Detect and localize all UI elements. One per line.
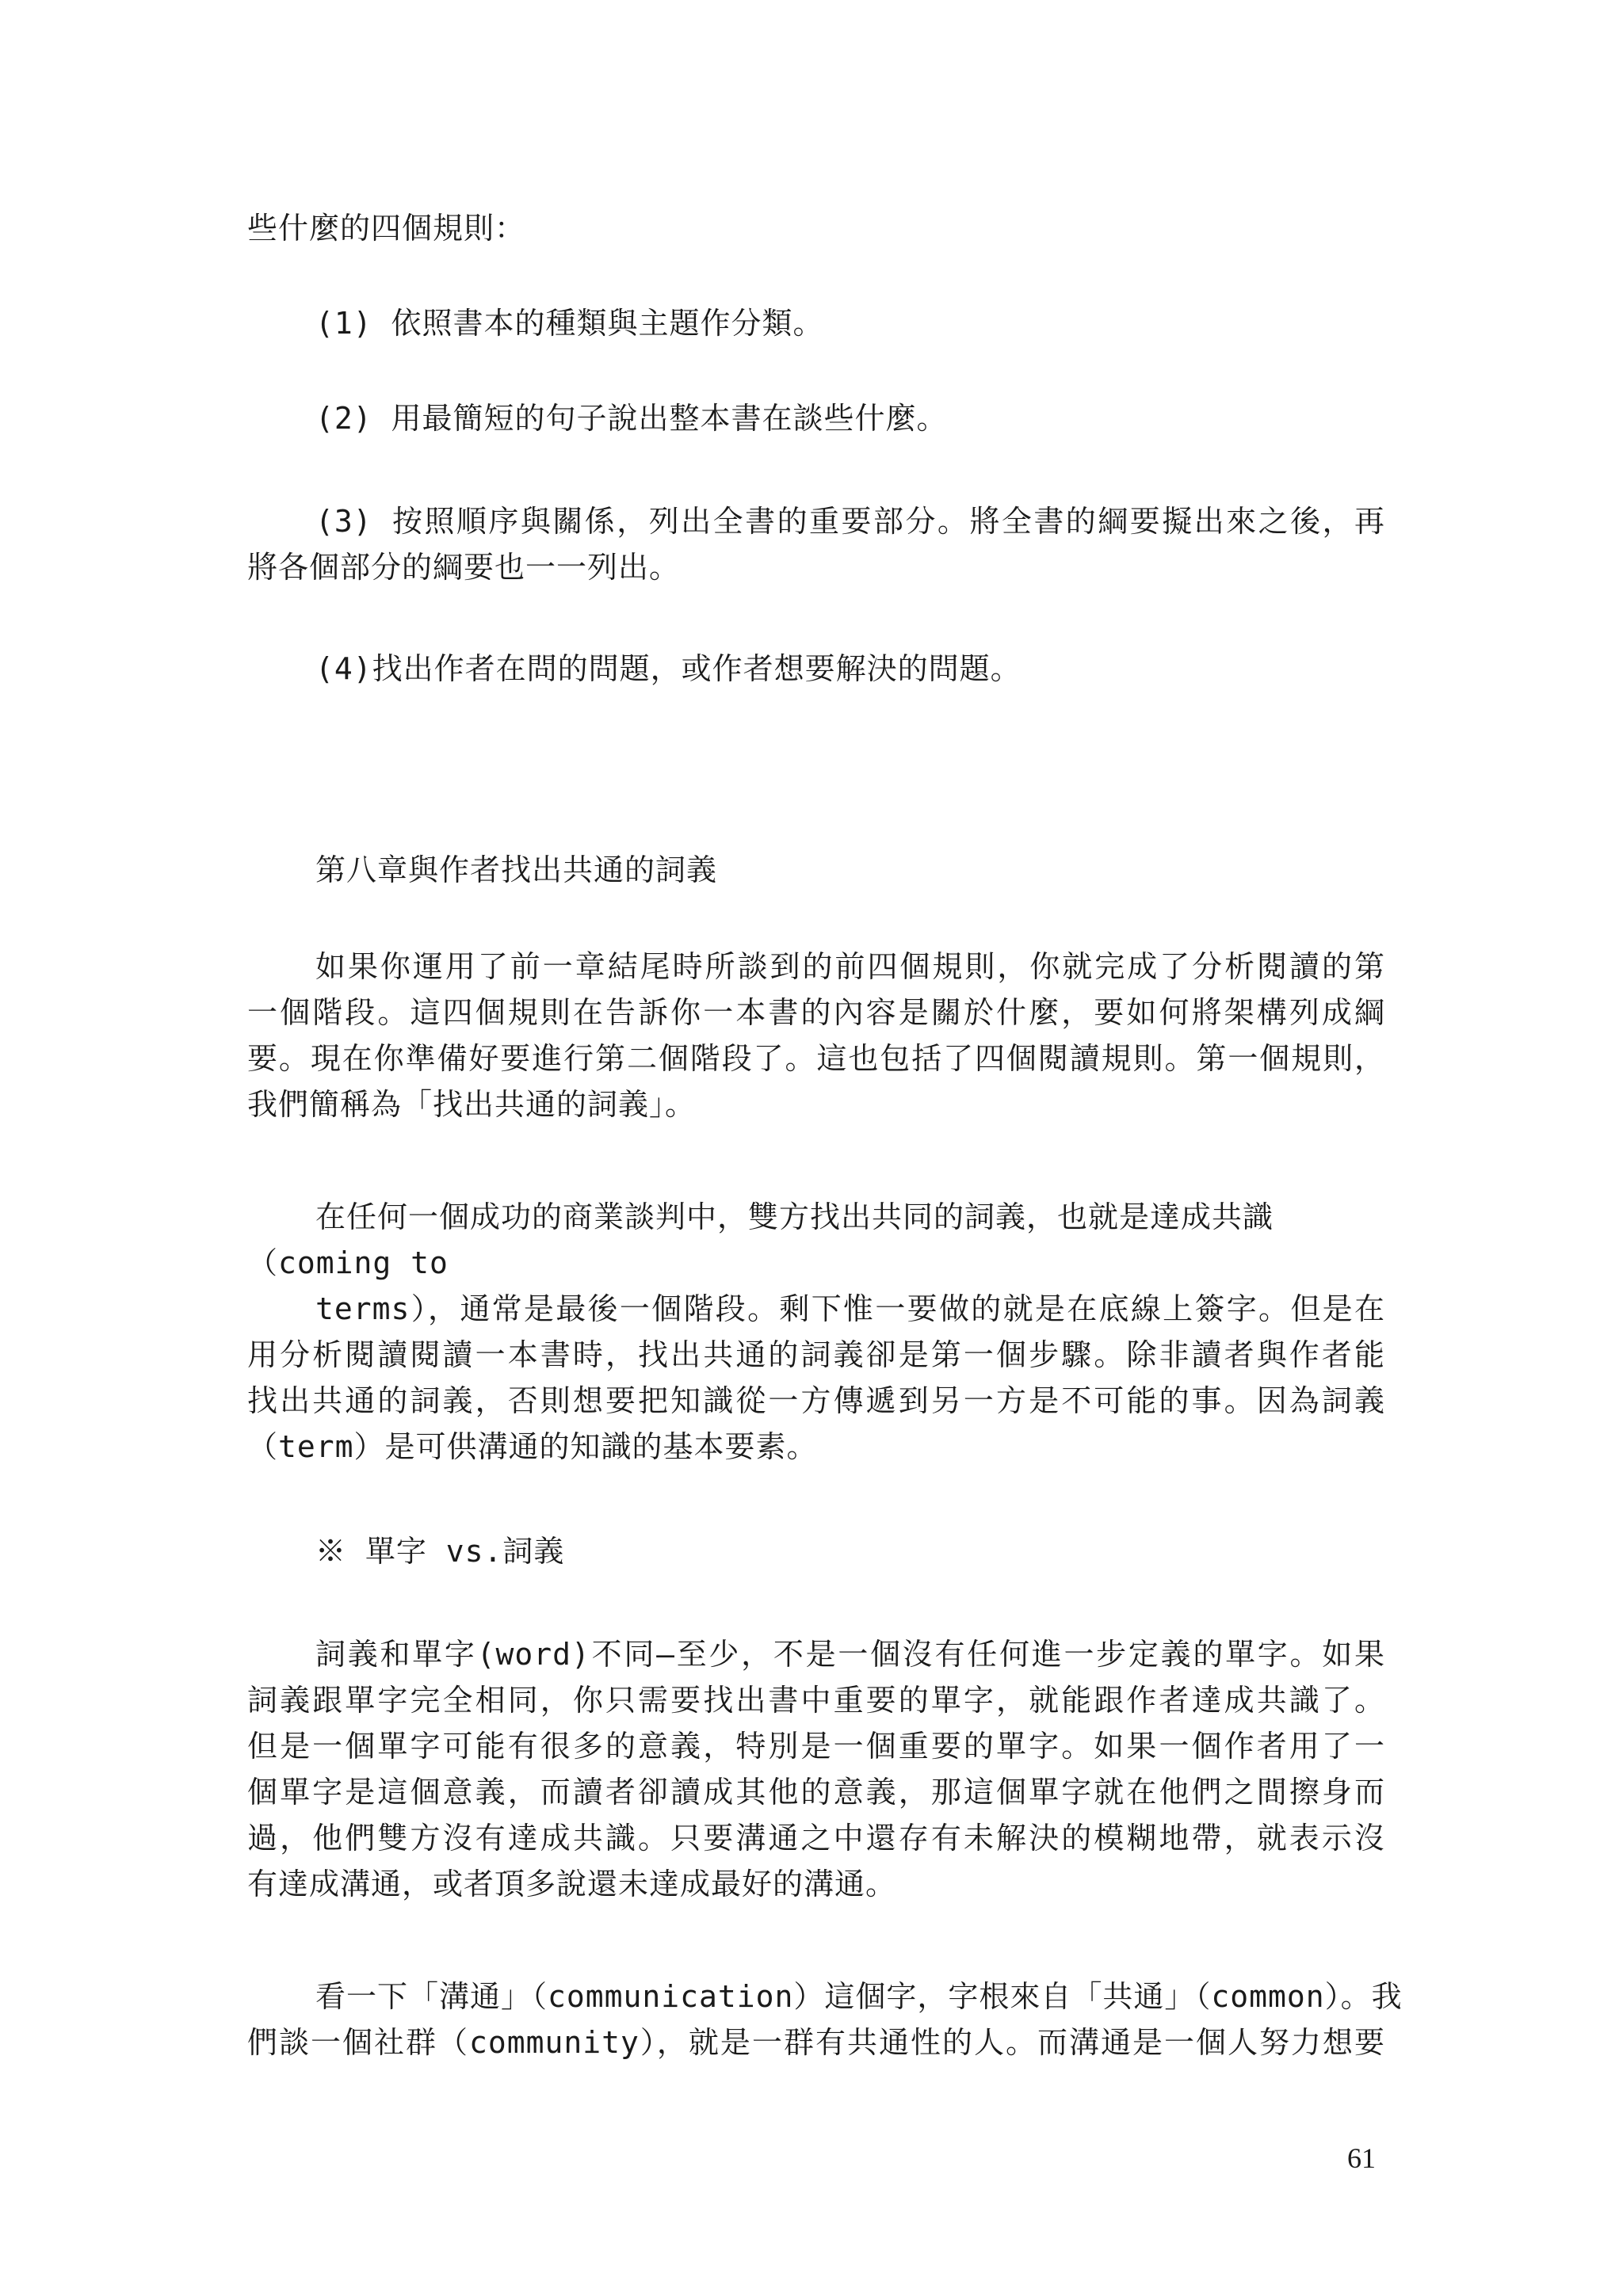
- text-line: （term）是可供溝通的知識的基本要素。: [247, 1429, 818, 1464]
- text-line: terms），通常是最後一個階段。剩下惟一要做的就是在底線上簽字。但是在: [315, 1291, 1385, 1326]
- rule-item-1: (1) 依照書本的種類與主題作分類。: [315, 306, 824, 341]
- chapter-heading: 第八章與作者找出共通的詞義: [315, 852, 718, 887]
- text-line: 詞義跟單字完全相同，你只需要找出書中重要的單字，就能跟作者達成共識了。: [247, 1683, 1385, 1718]
- text-line: 過，他們雙方沒有達成共識。只要溝通之中還存有未解決的模糊地帶，就表示沒: [247, 1821, 1385, 1855]
- text-line: 用分析閱讀閱讀一本書時，找出共通的詞義卻是第一個步驟。除非讀者與作者能: [247, 1337, 1385, 1372]
- text-line: 我們簡稱為「找出共通的詞義」。: [247, 1087, 697, 1122]
- text-line: 看一下「溝通」（communication）這個字，字根來自「共通」（common）。我: [315, 1979, 1403, 2014]
- text-line: 將各個部分的綱要也一一列出。: [247, 550, 681, 585]
- page-number: 61: [1347, 2142, 1376, 2174]
- text-line: 但是一個單字可能有很多的意義，特別是一個重要的單字。如果一個作者用了一: [247, 1729, 1385, 1764]
- text-line: 在任何一個成功的商業談判中，雙方找出共同的詞義，也就是達成共識: [315, 1199, 1274, 1234]
- text-line: 找出共通的詞義，否則想要把知識從一方傳遞到另一方是不可能的事。因為詞義: [247, 1383, 1385, 1418]
- text-line: （coming to: [247, 1245, 449, 1280]
- text-line: 如果你運用了前一章結尾時所談到的前四個規則，你就完成了分析閱讀的第: [315, 949, 1385, 984]
- section-heading: ※ 單字 vs.詞義: [315, 1534, 565, 1569]
- text-line: 詞義和單字(word)不同—至少，不是一個沒有任何進一步定義的單字。如果: [315, 1637, 1385, 1672]
- text-line: 些什麼的四個規則：: [247, 211, 526, 246]
- rule-item-2: (2) 用最簡短的句子說出整本書在談些什麼。: [315, 401, 948, 436]
- text-line: 要。現在你準備好要進行第二個階段了。這也包括了四個閱讀規則。第一個規則，: [247, 1041, 1385, 1076]
- text-line: 一個階段。這四個規則在告訴你一本書的內容是關於什麼，要如何將架構列成綱: [247, 995, 1385, 1030]
- text-line: 們談一個社群（community），就是一群有共通性的人。而溝通是一個人努力想要: [247, 2025, 1385, 2060]
- rule-item-4: (4)找出作者在問的問題，或作者想要解決的問題。: [315, 651, 1022, 686]
- text-line: 個單字是這個意義，而讀者卻讀成其他的意義，那這個單字就在他們之間擦身而: [247, 1775, 1385, 1810]
- text-line: 有達成溝通，或者頂多說還未達成最好的溝通。: [247, 1867, 897, 1901]
- rule-item-3: (3) 按照順序與關係，列出全書的重要部分。將全書的綱要擬出來之後，再: [315, 504, 1385, 539]
